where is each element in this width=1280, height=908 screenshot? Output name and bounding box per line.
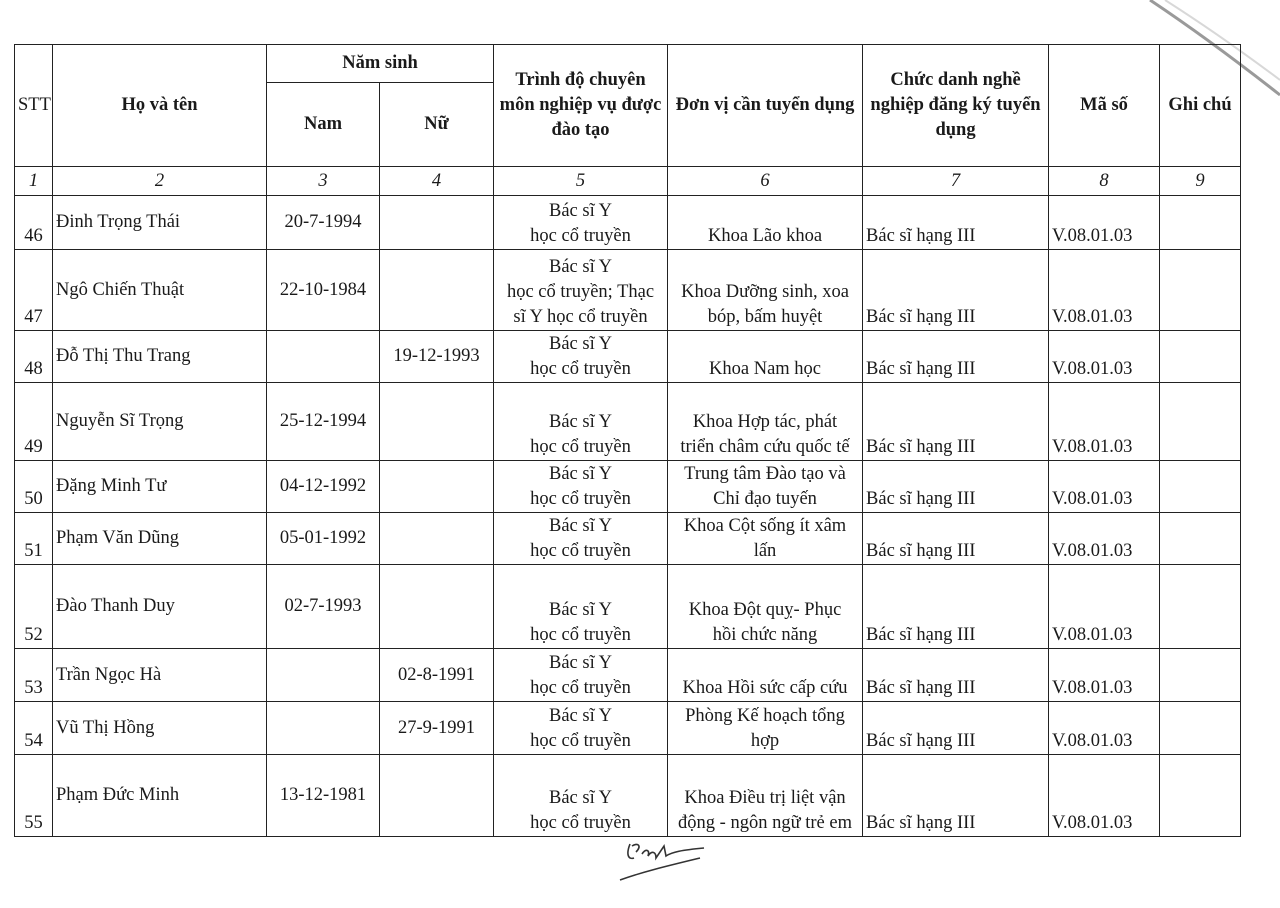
row-position: Bác sĩ hạng III [863, 250, 1049, 331]
row-qualification [494, 383, 668, 461]
row-code: V.08.01.03 [1049, 250, 1160, 331]
qualification-line: học cổ truyền [530, 489, 631, 509]
row-code: V.08.01.03 [1049, 513, 1160, 565]
unit-line: bóp, bấm huyệt [707, 307, 823, 327]
qualification-line: Bác sĩ Y [549, 653, 613, 673]
header-female: Nữ [380, 83, 494, 167]
row-qualification [494, 331, 668, 383]
column-number: 6 [668, 167, 863, 196]
header-birth-year: Năm sinh [267, 45, 494, 83]
row-name: Đào Thanh Duy [53, 565, 267, 649]
row-stt: 52 [15, 565, 53, 649]
table-row [15, 513, 1241, 565]
qualification-line: Bác sĩ Y [549, 334, 613, 354]
row-unit [668, 649, 863, 702]
qualification-line: Bác sĩ Y [549, 788, 613, 808]
row-birth-male: 05-01-1992 [267, 513, 380, 565]
unit-line: Trung tâm Đào tạo và [684, 464, 846, 484]
row-note [1160, 513, 1241, 565]
qualification-line: Bác sĩ Y [549, 201, 613, 221]
row-unit [668, 461, 863, 513]
unit-line: Khoa Cột sống ít xâm [683, 516, 847, 536]
qualification-line: học cổ truyền [530, 731, 631, 751]
row-qualification [494, 513, 668, 565]
header-male: Nam [267, 83, 380, 167]
row-qualification [494, 196, 668, 250]
row-position: Bác sĩ hạng III [863, 702, 1049, 755]
row-note [1160, 755, 1241, 837]
row-birth-male: 20-7-1994 [267, 196, 380, 250]
unit-line: Khoa Nam học [709, 359, 822, 379]
row-birth-female [380, 513, 494, 565]
row-unit [668, 331, 863, 383]
column-number: 7 [863, 167, 1049, 196]
row-position: Bác sĩ hạng III [863, 565, 1049, 649]
row-unit [668, 565, 863, 649]
row-note [1160, 331, 1241, 383]
row-note [1160, 383, 1241, 461]
table-row [15, 702, 1241, 755]
row-code: V.08.01.03 [1049, 702, 1160, 755]
row-code: V.08.01.03 [1049, 331, 1160, 383]
qualification-line: Bác sĩ Y [549, 516, 613, 536]
row-birth-male [267, 702, 380, 755]
qualification-line: Bác sĩ Y [549, 412, 613, 432]
row-name: Đỗ Thị Thu Trang [53, 331, 267, 383]
unit-line: Khoa Dưỡng sinh, xoa [681, 282, 849, 302]
row-note [1160, 565, 1241, 649]
row-unit [668, 702, 863, 755]
qualification-line: sĩ Y học cổ truyền [513, 307, 648, 327]
unit-line: triển châm cứu quốc tế [680, 437, 850, 457]
row-birth-male: 04-12-1992 [267, 461, 380, 513]
unit-line: Khoa Điều trị liệt vận [684, 788, 846, 808]
recruitment-table [14, 44, 1241, 837]
row-note [1160, 250, 1241, 331]
table-row [15, 649, 1241, 702]
row-birth-female [380, 250, 494, 331]
row-stt: 50 [15, 461, 53, 513]
row-position: Bác sĩ hạng III [863, 461, 1049, 513]
row-stt: 54 [15, 702, 53, 755]
qualification-line: học cổ truyền; Thạc [506, 282, 655, 302]
row-stt: 55 [15, 755, 53, 837]
row-name: Đinh Trọng Thái [53, 196, 267, 250]
column-number: 9 [1160, 167, 1241, 196]
header-qualification: Trình độ chuyên môn nghiệp vụ được đào tạo [494, 45, 668, 167]
row-stt: 48 [15, 331, 53, 383]
row-note [1160, 196, 1241, 250]
qualification-line: Bác sĩ Y [549, 706, 613, 726]
row-birth-male [267, 649, 380, 702]
row-stt: 47 [15, 250, 53, 331]
column-number: 4 [380, 167, 494, 196]
unit-line: lấn [753, 541, 777, 561]
unit-line: Khoa Hợp tác, phát [692, 412, 838, 432]
row-unit [668, 383, 863, 461]
row-name: Trần Ngọc Hà [53, 649, 267, 702]
row-birth-female [380, 461, 494, 513]
row-qualification [494, 250, 668, 331]
qualification-line: học cổ truyền [530, 625, 631, 645]
row-qualification [494, 755, 668, 837]
row-code: V.08.01.03 [1049, 383, 1160, 461]
row-birth-female [380, 755, 494, 837]
row-birth-male: 25-12-1994 [267, 383, 380, 461]
row-qualification [494, 649, 668, 702]
row-birth-female: 27-9-1991 [380, 702, 494, 755]
row-code: V.08.01.03 [1049, 755, 1160, 837]
row-birth-female [380, 565, 494, 649]
table-row [15, 461, 1241, 513]
qualification-line: học cổ truyền [530, 813, 631, 833]
header-stt: STT [15, 45, 53, 167]
header-code: Mã số [1049, 45, 1160, 167]
row-name: Phạm Văn Dũng [53, 513, 267, 565]
qualification-line: học cổ truyền [530, 678, 631, 698]
unit-line: Khoa Lão khoa [707, 226, 823, 246]
row-note [1160, 461, 1241, 513]
column-number: 3 [267, 167, 380, 196]
row-code: V.08.01.03 [1049, 649, 1160, 702]
unit-line: Khoa Hồi sức cấp cứu [682, 678, 848, 698]
row-unit [668, 196, 863, 250]
row-qualification [494, 461, 668, 513]
unit-line: Chỉ đạo tuyến [713, 489, 817, 509]
row-unit [668, 513, 863, 565]
row-birth-female: 19-12-1993 [380, 331, 494, 383]
qualification-line: Bác sĩ Y [549, 257, 613, 277]
row-stt: 51 [15, 513, 53, 565]
unit-line: hồi chức năng [712, 625, 818, 645]
column-number: 5 [494, 167, 668, 196]
row-position: Bác sĩ hạng III [863, 755, 1049, 837]
table-row [15, 250, 1241, 331]
qualification-line: học cổ truyền [530, 226, 631, 246]
qualification-line: Bác sĩ Y [549, 600, 613, 620]
header-note: Ghi chú [1160, 45, 1241, 167]
column-number: 8 [1049, 167, 1160, 196]
row-birth-female: 02-8-1991 [380, 649, 494, 702]
header-position: Chức danh nghề nghiệp đăng ký tuyển dụng [863, 45, 1049, 167]
row-position: Bác sĩ hạng III [863, 513, 1049, 565]
row-name: Ngô Chiến Thuật [53, 250, 267, 331]
row-code: V.08.01.03 [1049, 461, 1160, 513]
row-name: Phạm Đức Minh [53, 755, 267, 837]
row-name: Nguyễn Sĩ Trọng [53, 383, 267, 461]
row-unit [668, 250, 863, 331]
row-note [1160, 702, 1241, 755]
row-birth-male: 22-10-1984 [267, 250, 380, 331]
row-code: V.08.01.03 [1049, 565, 1160, 649]
row-birth-female [380, 383, 494, 461]
row-stt: 49 [15, 383, 53, 461]
table-row [15, 565, 1241, 649]
unit-line: Phòng Kế hoạch tổng [685, 706, 845, 726]
row-code: V.08.01.03 [1049, 196, 1160, 250]
row-birth-female [380, 196, 494, 250]
signature-initials [612, 836, 722, 886]
row-stt: 46 [15, 196, 53, 250]
row-qualification [494, 565, 668, 649]
row-position: Bác sĩ hạng III [863, 649, 1049, 702]
column-number: 2 [53, 167, 267, 196]
row-position: Bác sĩ hạng III [863, 196, 1049, 250]
qualification-line: học cổ truyền [530, 437, 631, 457]
table-row [15, 755, 1241, 837]
row-position: Bác sĩ hạng III [863, 331, 1049, 383]
row-stt: 53 [15, 649, 53, 702]
row-birth-male [267, 331, 380, 383]
unit-line: hợp [750, 731, 780, 751]
row-note [1160, 649, 1241, 702]
qualification-line: Bác sĩ Y [549, 464, 613, 484]
qualification-line: học cổ truyền [530, 541, 631, 561]
row-name: Đặng Minh Tư [53, 461, 267, 513]
header-unit: Đơn vị cần tuyển dụng [668, 45, 863, 167]
column-number: 1 [15, 167, 53, 196]
table-row [15, 196, 1241, 250]
unit-line: động - ngôn ngữ trẻ em [678, 813, 852, 833]
row-birth-male: 02-7-1993 [267, 565, 380, 649]
unit-line: Khoa Đột quỵ- Phục [688, 600, 842, 620]
row-position: Bác sĩ hạng III [863, 383, 1049, 461]
qualification-line: học cổ truyền [530, 359, 631, 379]
row-unit [668, 755, 863, 837]
row-qualification [494, 702, 668, 755]
table-row [15, 383, 1241, 461]
column-number-row [15, 167, 1241, 196]
row-name: Vũ Thị Hồng [53, 702, 267, 755]
table-row [15, 331, 1241, 383]
header-name: Họ và tên [53, 45, 267, 167]
row-birth-male: 13-12-1981 [267, 755, 380, 837]
